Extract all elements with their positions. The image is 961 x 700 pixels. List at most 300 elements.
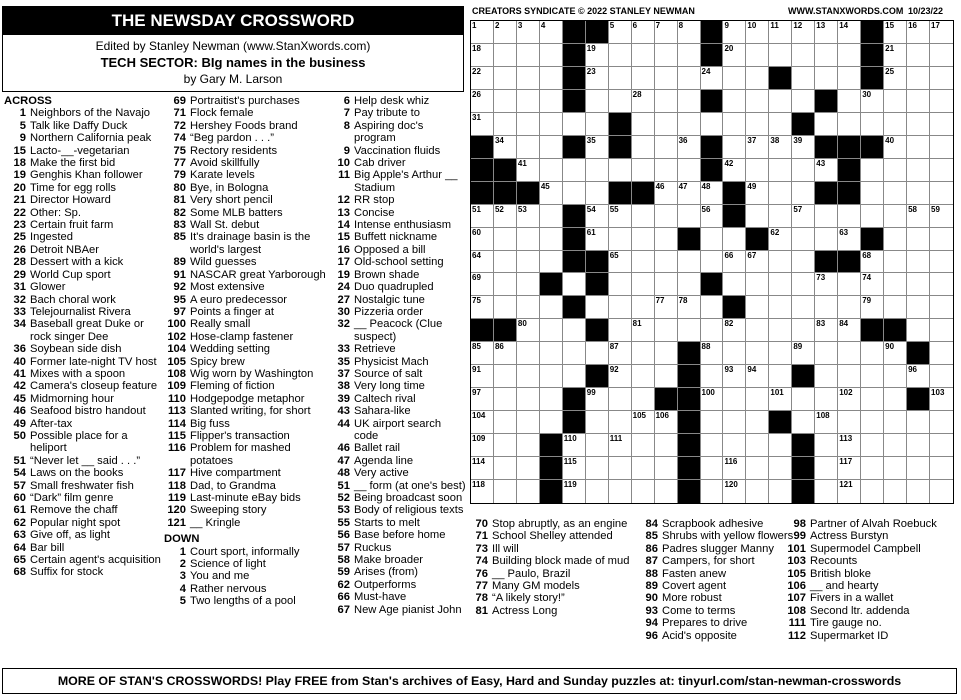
grid-cell[interactable] — [907, 251, 930, 274]
grid-cell[interactable] — [701, 251, 724, 274]
grid-cell[interactable] — [517, 388, 540, 411]
grid-cell[interactable] — [723, 113, 746, 136]
grid-cell[interactable] — [701, 228, 724, 251]
grid-cell[interactable] — [815, 228, 838, 251]
grid-cell[interactable] — [746, 205, 769, 228]
grid-cell[interactable] — [678, 205, 701, 228]
grid-cell[interactable] — [632, 136, 655, 159]
grid-cell[interactable] — [746, 434, 769, 457]
grid-cell[interactable] — [746, 457, 769, 480]
grid-cell[interactable] — [494, 296, 517, 319]
grid-cell[interactable] — [494, 21, 517, 44]
grid-cell[interactable] — [655, 182, 678, 205]
grid-cell[interactable] — [586, 457, 609, 480]
grid-cell[interactable] — [701, 388, 724, 411]
grid-cell[interactable] — [678, 159, 701, 182]
grid-cell[interactable] — [609, 342, 632, 365]
grid-cell[interactable] — [907, 434, 930, 457]
grid-cell[interactable] — [884, 44, 907, 67]
grid-cell[interactable] — [517, 342, 540, 365]
grid-cell[interactable] — [655, 251, 678, 274]
grid-cell[interactable] — [884, 228, 907, 251]
grid-cell[interactable] — [769, 296, 792, 319]
grid-cell[interactable] — [884, 480, 907, 503]
grid-cell[interactable] — [884, 434, 907, 457]
grid-cell[interactable] — [632, 273, 655, 296]
grid-cell[interactable] — [884, 411, 907, 434]
grid-cell[interactable] — [586, 480, 609, 503]
grid-cell[interactable] — [884, 457, 907, 480]
grid-cell[interactable] — [540, 67, 563, 90]
grid-cell[interactable] — [655, 296, 678, 319]
grid-cell[interactable] — [540, 44, 563, 67]
grid-cell[interactable] — [609, 365, 632, 388]
grid-cell[interactable] — [930, 457, 953, 480]
grid-cell[interactable] — [632, 296, 655, 319]
grid-cell[interactable] — [701, 342, 724, 365]
grid-cell[interactable] — [609, 90, 632, 113]
grid-cell[interactable] — [907, 67, 930, 90]
grid-cell[interactable] — [907, 457, 930, 480]
grid-cell[interactable] — [701, 182, 724, 205]
grid-cell[interactable] — [861, 457, 884, 480]
grid-cell[interactable] — [930, 273, 953, 296]
grid-cell[interactable] — [678, 273, 701, 296]
grid-cell[interactable] — [701, 480, 724, 503]
grid-cell[interactable] — [471, 205, 494, 228]
grid-cell[interactable] — [586, 205, 609, 228]
grid-cell[interactable] — [930, 434, 953, 457]
grid-cell[interactable] — [540, 205, 563, 228]
grid-cell[interactable] — [884, 273, 907, 296]
grid-cell[interactable] — [792, 182, 815, 205]
grid-cell[interactable] — [907, 136, 930, 159]
grid-cell[interactable] — [540, 342, 563, 365]
grid-cell[interactable] — [746, 67, 769, 90]
grid-cell[interactable] — [792, 251, 815, 274]
grid-cell[interactable] — [655, 365, 678, 388]
grid-cell[interactable] — [838, 113, 861, 136]
grid-cell[interactable] — [517, 136, 540, 159]
grid-cell[interactable] — [655, 228, 678, 251]
grid-cell[interactable] — [792, 205, 815, 228]
grid-cell[interactable] — [861, 182, 884, 205]
grid-cell[interactable] — [746, 182, 769, 205]
grid-cell[interactable] — [930, 67, 953, 90]
grid-cell[interactable] — [494, 67, 517, 90]
grid-cell[interactable] — [655, 434, 678, 457]
grid-cell[interactable] — [563, 159, 586, 182]
grid-cell[interactable] — [655, 273, 678, 296]
grid-cell[interactable] — [930, 296, 953, 319]
grid-cell[interactable] — [838, 480, 861, 503]
grid-cell[interactable] — [655, 44, 678, 67]
grid-cell[interactable] — [517, 251, 540, 274]
grid-cell[interactable] — [746, 90, 769, 113]
grid-cell[interactable] — [609, 67, 632, 90]
grid-cell[interactable] — [632, 21, 655, 44]
grid-cell[interactable] — [563, 480, 586, 503]
grid-cell[interactable] — [632, 205, 655, 228]
grid-cell[interactable] — [701, 319, 724, 342]
grid-cell[interactable] — [540, 182, 563, 205]
grid-cell[interactable] — [678, 67, 701, 90]
grid-cell[interactable] — [655, 457, 678, 480]
grid-cell[interactable] — [838, 67, 861, 90]
grid-cell[interactable] — [678, 319, 701, 342]
grid-cell[interactable] — [884, 113, 907, 136]
grid-cell[interactable] — [471, 388, 494, 411]
grid-cell[interactable] — [701, 205, 724, 228]
grid-cell[interactable] — [769, 44, 792, 67]
grid-cell[interactable] — [632, 113, 655, 136]
grid-cell[interactable] — [586, 67, 609, 90]
grid-cell[interactable] — [586, 296, 609, 319]
grid-cell[interactable] — [632, 388, 655, 411]
grid-cell[interactable] — [517, 113, 540, 136]
grid-cell[interactable] — [586, 182, 609, 205]
grid-cell[interactable] — [838, 434, 861, 457]
grid-cell[interactable] — [769, 434, 792, 457]
grid-cell[interactable] — [930, 136, 953, 159]
grid-cell[interactable] — [563, 434, 586, 457]
grid-cell[interactable] — [907, 296, 930, 319]
grid-cell[interactable] — [701, 457, 724, 480]
grid-cell[interactable] — [632, 457, 655, 480]
grid-cell[interactable] — [769, 457, 792, 480]
grid-cell[interactable] — [471, 434, 494, 457]
grid-cell[interactable] — [769, 90, 792, 113]
grid-cell[interactable] — [517, 67, 540, 90]
grid-cell[interactable] — [861, 365, 884, 388]
grid-cell[interactable] — [723, 21, 746, 44]
grid-cell[interactable] — [930, 342, 953, 365]
grid-cell[interactable] — [838, 319, 861, 342]
grid-cell[interactable] — [494, 251, 517, 274]
grid-cell[interactable] — [930, 159, 953, 182]
grid-cell[interactable] — [609, 319, 632, 342]
grid-cell[interactable] — [861, 159, 884, 182]
grid-cell[interactable] — [838, 388, 861, 411]
grid-cell[interactable] — [494, 480, 517, 503]
grid-cell[interactable] — [494, 273, 517, 296]
grid-cell[interactable] — [540, 21, 563, 44]
grid-cell[interactable] — [815, 296, 838, 319]
grid-cell[interactable] — [815, 342, 838, 365]
grid-cell[interactable] — [701, 411, 724, 434]
grid-cell[interactable] — [678, 251, 701, 274]
grid-cell[interactable] — [563, 182, 586, 205]
grid-cell[interactable] — [792, 44, 815, 67]
grid-cell[interactable] — [632, 90, 655, 113]
grid-cell[interactable] — [815, 388, 838, 411]
grid-cell[interactable] — [861, 411, 884, 434]
grid-cell[interactable] — [838, 228, 861, 251]
grid-cell[interactable] — [540, 296, 563, 319]
grid-cell[interactable] — [769, 342, 792, 365]
grid-cell[interactable] — [723, 457, 746, 480]
grid-cell[interactable] — [471, 365, 494, 388]
grid-cell[interactable] — [540, 319, 563, 342]
grid-cell[interactable] — [517, 434, 540, 457]
grid-cell[interactable] — [632, 365, 655, 388]
grid-cell[interactable] — [930, 365, 953, 388]
grid-cell[interactable] — [723, 388, 746, 411]
grid-cell[interactable] — [540, 251, 563, 274]
grid-cell[interactable] — [517, 296, 540, 319]
grid-cell[interactable] — [540, 113, 563, 136]
grid-cell[interactable] — [494, 457, 517, 480]
grid-cell[interactable] — [655, 205, 678, 228]
grid-cell[interactable] — [632, 411, 655, 434]
grid-cell[interactable] — [861, 113, 884, 136]
grid-cell[interactable] — [517, 319, 540, 342]
grid-cell[interactable] — [907, 205, 930, 228]
grid-cell[interactable] — [746, 365, 769, 388]
grid-cell[interactable] — [792, 136, 815, 159]
grid-cell[interactable] — [792, 21, 815, 44]
grid-cell[interactable] — [769, 319, 792, 342]
grid-cell[interactable] — [815, 480, 838, 503]
grid-cell[interactable] — [746, 44, 769, 67]
grid-cell[interactable] — [517, 159, 540, 182]
grid-cell[interactable] — [792, 67, 815, 90]
grid-cell[interactable] — [471, 251, 494, 274]
grid-cell[interactable] — [494, 411, 517, 434]
grid-cell[interactable] — [517, 480, 540, 503]
grid-cell[interactable] — [930, 411, 953, 434]
grid-cell[interactable] — [769, 182, 792, 205]
grid-cell[interactable] — [517, 411, 540, 434]
grid-cell[interactable] — [838, 296, 861, 319]
grid-cell[interactable] — [907, 228, 930, 251]
website-link[interactable]: WWW.STANXWORDS.COM — [788, 6, 904, 16]
grid-cell[interactable] — [861, 296, 884, 319]
grid-cell[interactable] — [746, 319, 769, 342]
grid-cell[interactable] — [930, 44, 953, 67]
grid-cell[interactable] — [884, 251, 907, 274]
grid-cell[interactable] — [861, 480, 884, 503]
grid-cell[interactable] — [494, 113, 517, 136]
grid-cell[interactable] — [907, 90, 930, 113]
grid-cell[interactable] — [540, 228, 563, 251]
grid-cell[interactable] — [655, 90, 678, 113]
grid-cell[interactable] — [861, 251, 884, 274]
grid-cell[interactable] — [884, 159, 907, 182]
grid-cell[interactable] — [701, 67, 724, 90]
grid-cell[interactable] — [792, 159, 815, 182]
grid-cell[interactable] — [930, 90, 953, 113]
grid-cell[interactable] — [494, 228, 517, 251]
grid-cell[interactable] — [861, 273, 884, 296]
grid-cell[interactable] — [930, 319, 953, 342]
grid-cell[interactable] — [884, 205, 907, 228]
grid-cell[interactable] — [838, 411, 861, 434]
grid-cell[interactable] — [884, 67, 907, 90]
grid-cell[interactable] — [517, 90, 540, 113]
grid-cell[interactable] — [884, 21, 907, 44]
grid-cell[interactable] — [517, 205, 540, 228]
grid-cell[interactable] — [609, 205, 632, 228]
grid-cell[interactable] — [838, 44, 861, 67]
crossword-grid[interactable] — [470, 20, 954, 504]
grid-cell[interactable] — [586, 113, 609, 136]
grid-cell[interactable] — [907, 411, 930, 434]
grid-cell[interactable] — [609, 434, 632, 457]
grid-cell[interactable] — [517, 44, 540, 67]
grid-cell[interactable] — [746, 251, 769, 274]
grid-cell[interactable] — [540, 411, 563, 434]
grid-cell[interactable] — [769, 365, 792, 388]
grid-cell[interactable] — [723, 136, 746, 159]
grid-cell[interactable] — [930, 228, 953, 251]
grid-cell[interactable] — [815, 205, 838, 228]
grid-cell[interactable] — [792, 388, 815, 411]
grid-cell[interactable] — [769, 159, 792, 182]
grid-cell[interactable] — [907, 365, 930, 388]
grid-cell[interactable] — [494, 136, 517, 159]
grid-cell[interactable] — [792, 342, 815, 365]
grid-cell[interactable] — [930, 251, 953, 274]
grid-cell[interactable] — [609, 228, 632, 251]
grid-cell[interactable] — [930, 205, 953, 228]
grid-cell[interactable] — [471, 113, 494, 136]
grid-cell[interactable] — [540, 136, 563, 159]
grid-cell[interactable] — [586, 136, 609, 159]
grid-cell[interactable] — [930, 182, 953, 205]
grid-cell[interactable] — [655, 67, 678, 90]
grid-cell[interactable] — [494, 342, 517, 365]
grid-cell[interactable] — [586, 228, 609, 251]
grid-cell[interactable] — [769, 251, 792, 274]
grid-cell[interactable] — [586, 411, 609, 434]
grid-cell[interactable] — [838, 365, 861, 388]
grid-cell[interactable] — [884, 182, 907, 205]
grid-cell[interactable] — [632, 228, 655, 251]
grid-cell[interactable] — [815, 44, 838, 67]
grid-cell[interactable] — [769, 388, 792, 411]
grid-cell[interactable] — [815, 113, 838, 136]
grid-cell[interactable] — [930, 113, 953, 136]
grid-cell[interactable] — [471, 457, 494, 480]
grid-cell[interactable] — [746, 296, 769, 319]
grid-cell[interactable] — [517, 228, 540, 251]
grid-cell[interactable] — [586, 388, 609, 411]
grid-cell[interactable] — [907, 319, 930, 342]
grid-cell[interactable] — [609, 273, 632, 296]
grid-cell[interactable] — [609, 251, 632, 274]
grid-cell[interactable] — [609, 388, 632, 411]
grid-cell[interactable] — [586, 342, 609, 365]
grid-cell[interactable] — [678, 90, 701, 113]
grid-cell[interactable] — [884, 136, 907, 159]
grid-cell[interactable] — [678, 296, 701, 319]
grid-cell[interactable] — [632, 251, 655, 274]
grid-cell[interactable] — [907, 273, 930, 296]
grid-cell[interactable] — [815, 159, 838, 182]
grid-cell[interactable] — [746, 113, 769, 136]
grid-cell[interactable] — [815, 319, 838, 342]
grid-cell[interactable] — [838, 21, 861, 44]
grid-cell[interactable] — [884, 90, 907, 113]
grid-cell[interactable] — [632, 434, 655, 457]
grid-cell[interactable] — [723, 90, 746, 113]
grid-cell[interactable] — [655, 480, 678, 503]
grid-cell[interactable] — [723, 342, 746, 365]
grid-cell[interactable] — [655, 136, 678, 159]
grid-cell[interactable] — [769, 113, 792, 136]
grid-cell[interactable] — [494, 365, 517, 388]
grid-cell[interactable] — [815, 273, 838, 296]
grid-cell[interactable] — [907, 21, 930, 44]
grid-cell[interactable] — [632, 159, 655, 182]
grid-cell[interactable] — [494, 434, 517, 457]
grid-cell[interactable] — [746, 388, 769, 411]
grid-cell[interactable] — [723, 67, 746, 90]
grid-cell[interactable] — [792, 411, 815, 434]
grid-cell[interactable] — [563, 457, 586, 480]
grid-cell[interactable] — [678, 44, 701, 67]
grid-cell[interactable] — [517, 273, 540, 296]
grid-cell[interactable] — [563, 365, 586, 388]
grid-cell[interactable] — [632, 480, 655, 503]
grid-cell[interactable] — [792, 273, 815, 296]
grid-cell[interactable] — [907, 159, 930, 182]
grid-cell[interactable] — [655, 319, 678, 342]
grid-cell[interactable] — [701, 434, 724, 457]
grid-cell[interactable] — [678, 21, 701, 44]
grid-cell[interactable] — [517, 21, 540, 44]
grid-cell[interactable] — [540, 365, 563, 388]
grid-cell[interactable] — [586, 159, 609, 182]
grid-cell[interactable] — [746, 273, 769, 296]
grid-cell[interactable] — [678, 182, 701, 205]
grid-cell[interactable] — [861, 90, 884, 113]
grid-cell[interactable] — [471, 411, 494, 434]
grid-cell[interactable] — [861, 388, 884, 411]
grid-cell[interactable] — [815, 21, 838, 44]
grid-cell[interactable] — [655, 342, 678, 365]
grid-cell[interactable] — [815, 411, 838, 434]
grid-cell[interactable] — [678, 136, 701, 159]
grid-cell[interactable] — [746, 342, 769, 365]
grid-cell[interactable] — [655, 159, 678, 182]
grid-cell[interactable] — [815, 434, 838, 457]
grid-cell[interactable] — [632, 67, 655, 90]
grid-cell[interactable] — [769, 21, 792, 44]
grid-cell[interactable] — [884, 342, 907, 365]
grid-cell[interactable] — [563, 113, 586, 136]
grid-cell[interactable] — [861, 205, 884, 228]
grid-cell[interactable] — [907, 113, 930, 136]
grid-cell[interactable] — [792, 319, 815, 342]
grid-cell[interactable] — [609, 480, 632, 503]
grid-cell[interactable] — [517, 457, 540, 480]
grid-cell[interactable] — [861, 342, 884, 365]
grid-cell[interactable] — [723, 273, 746, 296]
grid-cell[interactable] — [471, 21, 494, 44]
grid-cell[interactable] — [861, 434, 884, 457]
grid-cell[interactable] — [746, 136, 769, 159]
grid-cell[interactable] — [517, 365, 540, 388]
grid-cell[interactable] — [930, 480, 953, 503]
grid-cell[interactable] — [586, 44, 609, 67]
grid-cell[interactable] — [609, 296, 632, 319]
grid-cell[interactable] — [907, 44, 930, 67]
grid-cell[interactable] — [632, 342, 655, 365]
grid-cell[interactable] — [723, 159, 746, 182]
grid-cell[interactable] — [471, 273, 494, 296]
